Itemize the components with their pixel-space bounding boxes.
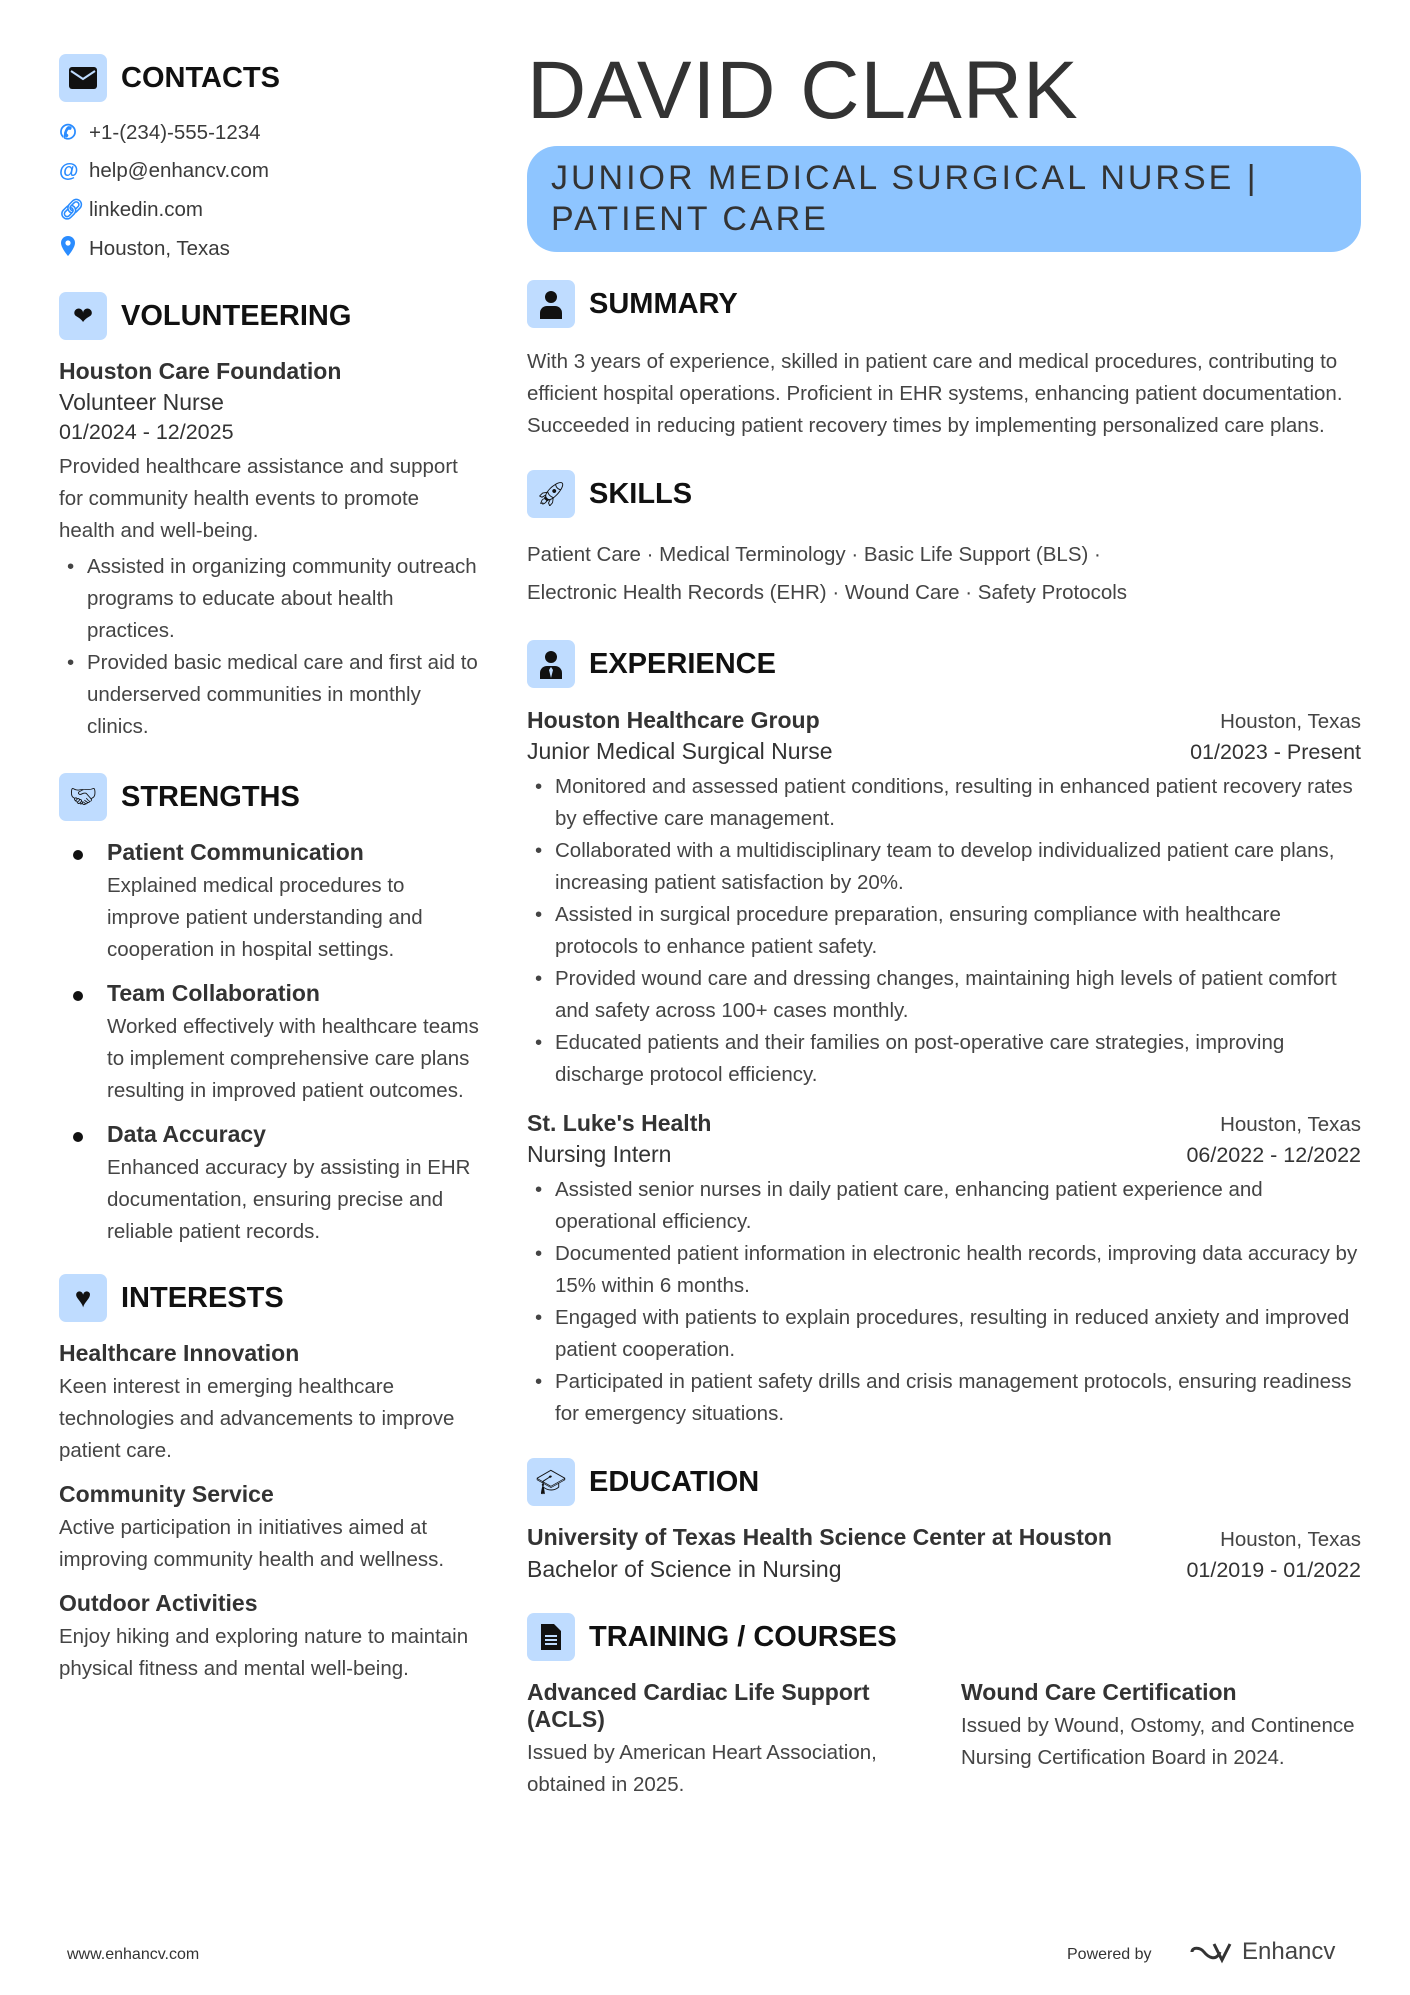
phone-link[interactable]: +1-(234)-555-1234 xyxy=(89,120,261,144)
summary-text: With 3 years of experience, skilled in patient care and medical procedures, contributing to efficient hospital operations. Proficient in EHR systems, enhancing patient documentation. Succeeded in reducing patient recovery times by implementing personalized care plans. xyxy=(527,350,1343,437)
section-title: VOLUNTEERING xyxy=(121,299,352,332)
strength-title: Data Accuracy xyxy=(107,1121,266,1147)
section-title: STRENGTHS xyxy=(121,780,300,813)
interests-header xyxy=(59,1274,479,1322)
training-header xyxy=(527,1613,1361,1661)
summary-header xyxy=(527,280,1361,328)
edu-degree: Bachelor of Science in Nursing xyxy=(527,1556,842,1582)
section-title: TRAINING / COURSES xyxy=(589,1620,897,1653)
skills-header xyxy=(527,470,1361,518)
job-entry xyxy=(527,1109,1361,1430)
training-title: Advanced Cardiac Life Support (ACLS) xyxy=(527,1679,870,1732)
graduation-cap-icon: 🎓︎ xyxy=(527,1458,575,1506)
enhancv-logo xyxy=(1188,1938,1335,1966)
bullet: • Assisted senior nurses in daily patient care, enhancing patient experience and operational efficiency. xyxy=(527,1174,1361,1238)
email-link[interactable]: help@enhancv.com xyxy=(89,159,269,182)
strength-item xyxy=(59,1121,479,1248)
skills-line: Electronic Health Records (EHR) · Wound Care · Safety Protocols xyxy=(527,581,1128,604)
volunteer-dates: 01/2024 - 12/2025 xyxy=(59,420,234,444)
bullet: • Collaborated with a multidisciplinary team to develop individualized patient care plans, increasing patient satisfaction by 20%. xyxy=(527,835,1361,899)
handshake-icon: 🤝︎ xyxy=(59,773,107,821)
section-title: INTERESTS xyxy=(121,1281,284,1314)
bullet: • Documented patient information in electronic health records, improving data accuracy by 15% within 6 months. xyxy=(527,1238,1361,1302)
contact-email xyxy=(59,159,479,183)
section-title: CONTACTS xyxy=(121,61,280,94)
skills-list xyxy=(527,536,1361,612)
contact-phone xyxy=(59,120,479,145)
strength-item xyxy=(59,980,479,1107)
user-icon xyxy=(527,280,575,328)
left-column xyxy=(59,54,479,1685)
brand-name: Enhancv xyxy=(1242,1938,1336,1965)
job-location: Houston, Texas xyxy=(1220,1113,1361,1136)
bullet: • Participated in patient safety drills and crisis management protocols, ensuring readiness for emergency situations. xyxy=(527,1366,1361,1430)
contact-link xyxy=(59,197,479,222)
linkedin-link[interactable]: linkedin.com xyxy=(89,197,203,221)
phone-icon: ✆ xyxy=(59,122,77,144)
education-header xyxy=(527,1458,1361,1506)
job-role: Junior Medical Surgical Nurse xyxy=(527,738,833,764)
bullet: • Educated patients and their families on post-operative care strategies, improving discharge protocol efficiency. xyxy=(527,1027,1361,1091)
edu-dates: 01/2019 - 01/2022 xyxy=(1186,1558,1361,1582)
strength-desc: Enhanced accuracy by assisting in EHR documentation, ensuring precise and reliable patient records. xyxy=(107,1156,471,1243)
training-desc: Issued by American Heart Association, obtained in 2025. xyxy=(527,1741,877,1796)
contact-location xyxy=(59,236,479,262)
bullet: • Provided basic medical care and first aid to underserved communities in monthly clinics. xyxy=(59,647,479,743)
job-entry xyxy=(527,706,1361,1091)
volunteer-desc: Provided healthcare assistance and support for community health events to promote health and well-being. xyxy=(59,455,458,542)
footer-powered-by: Powered by xyxy=(1067,1946,1152,1963)
bullet: • Assisted in surgical procedure preparation, ensuring compliance with healthcare protocols to enhance patient safety. xyxy=(527,899,1361,963)
bullet: • Engaged with patients to explain procedures, resulting in reduced anxiety and improved patient cooperation. xyxy=(527,1302,1361,1366)
location-text: Houston, Texas xyxy=(89,237,230,260)
training-item xyxy=(961,1679,1361,1801)
interest-title: Community Service xyxy=(59,1481,274,1507)
candidate-name: DAVID CLARK xyxy=(527,45,1079,136)
experience-header xyxy=(527,640,1361,688)
contacts-header xyxy=(59,54,479,102)
enhancv-logo-icon xyxy=(1188,1940,1234,1964)
edu-location: Houston, Texas xyxy=(1220,1528,1361,1551)
interest-title: Outdoor Activities xyxy=(59,1590,258,1616)
heart-icon: ♥ xyxy=(59,1274,107,1322)
bullet: • Assisted in organizing community outreach programs to educate about health practices. xyxy=(59,551,479,647)
interest-item xyxy=(59,1590,479,1685)
job-dates: 01/2023 - Present xyxy=(1190,740,1361,764)
training-title: Wound Care Certification xyxy=(961,1679,1237,1705)
rocket-icon: 🚀︎ xyxy=(527,470,575,518)
hand-heart-icon: ❤ xyxy=(59,292,107,340)
location-pin-icon xyxy=(59,236,77,262)
job-org: St. Luke's Health xyxy=(527,1110,712,1136)
user-tie-icon xyxy=(527,640,575,688)
interest-item xyxy=(59,1481,479,1576)
footer-website[interactable]: www.enhancv.com xyxy=(67,1946,200,1963)
strength-item xyxy=(59,839,479,966)
candidate-title: JUNIOR MEDICAL SURGICAL NURSE | PATIENT CARE xyxy=(527,146,1361,252)
envelope-icon xyxy=(59,54,107,102)
section-title: SUMMARY xyxy=(589,287,738,320)
job-role: Nursing Intern xyxy=(527,1141,672,1167)
job-org: Houston Healthcare Group xyxy=(527,707,820,733)
interest-desc: Enjoy hiking and exploring nature to maintain physical fitness and mental well-being. xyxy=(59,1625,469,1680)
job-location: Houston, Texas xyxy=(1220,710,1361,733)
bullet: • Monitored and assessed patient conditions, resulting in enhanced patient recovery rates by effective care management. xyxy=(527,771,1361,835)
document-icon xyxy=(527,1613,575,1661)
section-title: EDUCATION xyxy=(589,1465,760,1498)
interest-desc: Keen interest in emerging healthcare technologies and advancements to improve patient care. xyxy=(59,1375,455,1462)
volunteering-header xyxy=(59,292,479,340)
at-icon: @ xyxy=(59,159,79,182)
section-title: SKILLS xyxy=(589,477,693,510)
strengths-header xyxy=(59,773,479,821)
training-desc: Issued by Wound, Ostomy, and Continence Nursing Certification Board in 2024. xyxy=(961,1714,1355,1769)
training-item xyxy=(527,1679,927,1801)
interest-item xyxy=(59,1340,479,1467)
volunteer-role: Volunteer Nurse xyxy=(59,389,224,415)
job-dates: 06/2022 - 12/2022 xyxy=(1186,1143,1361,1167)
bullet: • Provided wound care and dressing changes, maintaining high levels of patient comfort and safety across 100+ cases monthly. xyxy=(527,963,1361,1027)
section-title: EXPERIENCE xyxy=(589,647,776,680)
volunteer-org: Houston Care Foundation xyxy=(59,358,342,384)
right-column xyxy=(527,45,1361,1801)
strength-title: Patient Communication xyxy=(107,839,364,865)
strength-desc: Worked effectively with healthcare teams to implement comprehensive care plans resulting in improved patient outcomes. xyxy=(107,1015,479,1102)
strength-desc: Explained medical procedures to improve patient understanding and cooperation in hospital settings. xyxy=(107,874,423,961)
link-icon: 🔗︎ xyxy=(59,199,85,221)
interest-desc: Active participation in initiatives aimed at improving community health and wellness. xyxy=(59,1516,445,1571)
strength-title: Team Collaboration xyxy=(107,980,320,1006)
edu-school: University of Texas Health Science Center at Houston xyxy=(527,1524,1112,1550)
skills-line: Patient Care · Medical Terminology · Basic Life Support (BLS) · xyxy=(527,543,1101,566)
interest-title: Healthcare Innovation xyxy=(59,1340,300,1366)
